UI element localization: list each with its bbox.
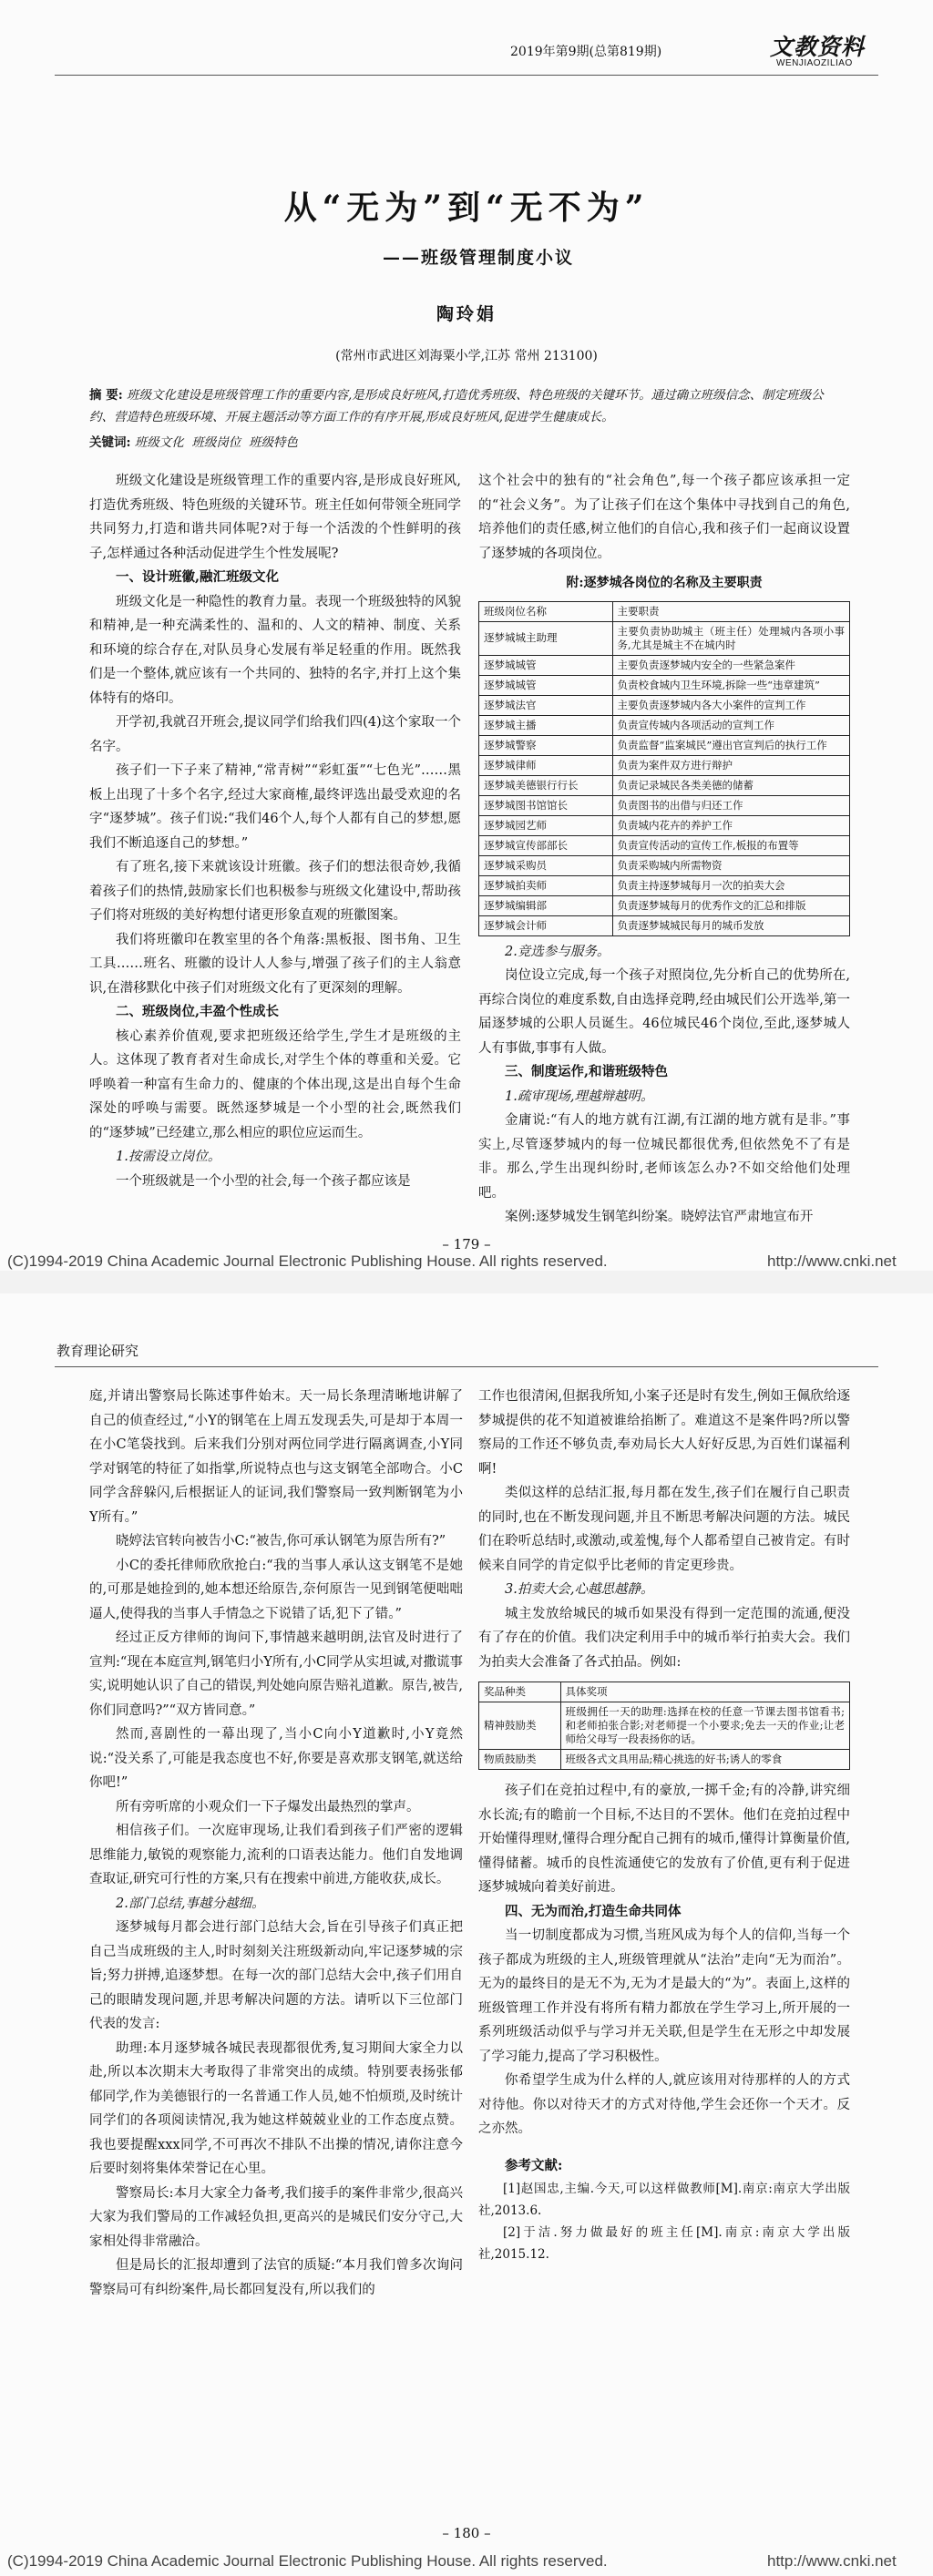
table-row [479,755,850,775]
table-row [479,835,850,855]
table-cell: 负责城内花卉的养护工作 [612,815,849,835]
copyright-notice: (C)1994-2019 China Academic Journal Electronic Publishing House. All rights reserved. [7,1252,608,1270]
table-row [479,795,850,815]
table-row [479,1750,850,1770]
table-cell: 负责记录城民各类美德的储蓄 [612,775,849,795]
table-cell: 负责为案件双方进行辩护 [612,755,849,775]
paragraph: 班级文化建设是班级管理工作的重要内容,是形成良好班风,打造优秀班级、特色班级的关键环节。班主任如何带领全班同学共同努力,打造和谐共同体呢?对于每一个活泼的个性鲜明的孩子,怎样通过各种活动促进学生个性发展呢? [89,474,461,561]
subsection-heading: 2.部门总结,事越分越细。 [116,1896,265,1911]
table-cell: 逐梦城警察 [479,735,613,755]
paragraph: 经过正反方律师的询问下,事情越来越明朗,法官及时进行了宣判:“现在本庭宣判,钢笔归小Y所有,小C同学从实坦诚,对撒谎事实,说明她认识了自己的错误,判处她向原告赔礼道歉。原告,被告,你们同意吗?”“双方皆同意。” [89,1630,463,1718]
table-cell: 负责采购城内所需物资 [612,855,849,875]
table-cell: 负责校食城内卫生环境,拆除一些“违章建筑” [612,675,849,695]
paragraph: 类似这样的总结汇报,每月都在发生,孩子们在履行自己职责的同时,也在不断发现问题,并且不断思考解决问题的方法。城民们在聆听总结时,或激动,或羞愧,每个人都希望自己被肯定。有时候来自同学的肯定似乎比老师的肯定更珍贵。 [478,1486,850,1573]
article-subtitle: ——班级管理制度小议 [383,248,575,268]
section-heading: 三、制度运作,和谐班级特色 [505,1064,669,1079]
page-number: – 180 – [442,2525,491,2541]
cnki-link[interactable]: http://www.cnki.net [767,1252,897,1270]
table-row [479,695,850,715]
paragraph: 小C的委托律师欣欣抢白:“我的当事人承认这支钢笔不是她的,可那是她捡到的,她本想还给原告,奈何原告一见到钢笔便咄咄逼人,使得我的当事人手情急之下说错了话,犯下了错。” [89,1558,463,1621]
table-cell: 逐梦城美德银行行长 [479,775,613,795]
table-cell: 逐梦城园艺师 [479,815,613,835]
positions-table [478,601,850,936]
affiliation: (常州市武进区刘海粟小学,江苏 常州 213100) [335,349,598,363]
section-heading: 一、设计班徽,融汇班级文化 [116,569,280,585]
paragraph: 核心素养价值观,要求把班级还给学生,学生才是班级的主人。这体现了教育者对生命成长,对学生个体的尊重和关爱。它呼唤着一种富有生命力的、健康的个体出现,这是出自每个生命深处的呼唤与需要。既然逐梦城是一个小型的社会,既然我们的“逐梦城”已经建立,那么相应的职位应运而生。 [89,1028,461,1140]
table-cell: 班级拥任一天的助理:选择在校的任意一节课去图书馆看书;和老师拍张合影;对老师提一个小要求;免去一天的作业;让老师给父母写一段表扬你的话。 [560,1702,849,1750]
abstract-label: 摘 要: [89,388,123,403]
table-cell: 物质鼓励类 [479,1750,561,1770]
page-180 [0,1293,933,2576]
paragraph: 你希望学生成为什么样的人,就应该用对待那样的人的方式对待他。你以对待天才的方式对待他,学生会还你一个天才。反之亦然。 [478,2073,850,2136]
abstract [89,384,846,428]
reference-item: [1]赵国忠,主编.今天,可以这样做教师[M].南京:南京大学出版社,2013.6. [478,2182,850,2218]
table2-header: 具体奖项 [560,1682,849,1702]
table1-header: 主要职责 [612,601,849,621]
section-heading: 二、班级岗位,丰盈个性成长 [116,1004,280,1019]
table-row [479,875,850,895]
paragraph: 晓婷法官转向被告小C:“被告,你可承认钢笔为原告所有?” [116,1534,446,1549]
section-header: 教育理论研究 [56,1343,139,1359]
prizes-table [478,1682,850,1770]
paragraph: 所有旁听席的小观众们一下子爆发出最热烈的掌声。 [116,1799,420,1814]
table-cell: 逐梦城主播 [479,715,613,735]
table-row [479,735,850,755]
paragraph: 我们将班徽印在教室里的各个角落:黑板报、图书角、卫生工具……班名、班徽的设计人人参与,增强了孩子们的主人翁意识,在潜移默化中孩子们对班级文化有了更深刻的理解。 [89,932,461,996]
table-cell: 逐梦城会计师 [479,915,613,935]
subsection-heading: 2.竞选参与服务。 [505,944,610,959]
paragraph: 班级文化是一种隐性的教育力量。表现一个班级独特的风貌和精神,是一种充满柔性的、温和的、人文的精神、制度、关系和环境的综合存在,对队员身心发展有举足轻重的作用。既然我们是一个整体,就应该有一个共同的、独特的名字,并打上这个集体特有的烙印。 [89,594,461,706]
paragraph: 相信孩子们。一次庭审现场,让我们看到孩子们严密的逻辑思维能力,敏锐的观察能力,流利的口语表达能力。他们自发地调查取证,研究可行性的方案,只有在搜索中前进,方能收获,成长。 [89,1824,463,1886]
table-cell: 主要负责协助城主（班主任）处理城内各项小事务,尤其是城主不在城内时 [612,621,849,655]
left-column [89,1385,463,2514]
cnki-link[interactable]: http://www.cnki.net [767,2552,897,2570]
table-row [479,715,850,735]
paragraph: 开学初,我就召开班会,提议同学们给我们四(4)这个家取一个名字。 [89,715,461,754]
table-row [479,915,850,935]
table-cell: 负责逐梦城城民每月的城币发放 [612,915,849,935]
table-cell: 逐梦城律师 [479,755,613,775]
table-row [479,655,850,675]
paragraph: 城主发放给城民的城币如果没有得到一定范围的流通,便没有了存在的价值。我们决定利用手中的城币举行拍卖大会。我们为拍卖大会准备了各式拍品。例如: [478,1606,850,1670]
table-row [479,675,850,695]
table1-header: 班级岗位名称 [479,601,613,621]
paragraph: 逐梦城每月都会进行部门总结大会,旨在引导孩子们真正把自己当成班级的主人,时时刻刻关注班级新动向,牢记逐梦城的宗旨;努力拼搏,追逐梦想。在每一次的部门总结大会中,孩子们用自己的眼睛发现问题,并思考解决问题的方法。请听以下三位部门代表的发言: [89,1920,463,2031]
right-column [478,469,850,1234]
table2-header: 奖品种类 [479,1682,561,1702]
table-cell: 逐梦城拍卖师 [479,875,613,895]
references-title: 参考文献: [505,2157,563,2173]
table-row [479,775,850,795]
paragraph: 孩子们一下子来了精神,“常青树”“彩虹蛋”“七色光”……黑板上出现了十多个名字,经过大家商榷,最终评选出最受欢迎的名字“逐梦城”。孩子们说:“我们46个人,每个人都有自己的梦想,愿我们不断追逐自己的梦想。” [89,763,461,851]
table-cell: 逐梦城城管 [479,675,613,695]
table-cell: 主要负责逐梦城内各大小案件的宣判工作 [612,695,849,715]
table-row [479,1702,850,1750]
table-cell: 负责宣传活动的宣传工作,板报的布置等 [612,835,849,855]
paragraph: 一个班级就是一个小型的社会,每一个孩子都应该是 [116,1173,411,1189]
table-cell: 负责监督“监案城民”遵出官宣判后的执行工作 [612,735,849,755]
journal-logo-pinyin: WENJIAOZILIAO [776,58,853,68]
keywords-label: 关键词: [89,435,131,450]
article-title: 从“无为”到“无不为” [283,189,650,227]
references [478,2178,850,2265]
paragraph: 孩子们在竞拍过程中,有的豪放,一掷千金;有的冷静,讲究细水长流;有的瞻前一个目标,不达目的不罢休。他们在竞拍过程中开始懂得理财,懂得合理分配自己拥有的城币,懂得计算衡量价值,懂得储蓄。城币的良性流通使它的发放有了价值,更有利于促进逐梦城城向着美好前进。 [478,1784,850,1895]
paragraph: 案例:逐梦城发生钢笔纠纷案。晓婷法官严肃地宣布开 [505,1210,814,1224]
reference-item: [2]于洁.努力做最好的班主任[M].南京:南京大学出版社,2015.12. [478,2225,850,2262]
table-row [479,815,850,835]
table-cell: 主要负责逐梦城内安全的一些紧急案件 [612,655,849,675]
table-cell: 负责宣传城内各项活动的宣判工作 [612,715,849,735]
paragraph: 岗位设立完成,每一个孩子对照岗位,先分析自己的优势所在,再综合岗位的难度系数,自由选择竞聘,经由城民们公开选举,第一届逐梦城的公职人员诞生。46位城民46个岗位,至此,逐梦城人人有事做,事事有人做。 [478,968,850,1056]
paragraph: 工作也很清闲,但据我所知,小案子还是时有发生,例如王佩欣给逐梦城提供的花不知道被谁给掐断了。难道这不是案件吗?所以警察局的工作还不够负责,奉劝局长大人好好反思,为百姓们谋福利啊! [478,1389,850,1477]
table-cell: 班级各式文具用品;精心挑选的好书;诱人的零食 [560,1750,849,1770]
table-row [479,621,850,655]
page-179 [0,0,933,1271]
paragraph: 但是局长的汇报却遭到了法官的质疑:“本月我们曾多次询问警察局可有纠纷案件,局长都回复没有,所以我们的 [89,2258,463,2297]
author: 陶玲娟 [436,304,497,324]
issue-info: 2019年第9期(总第819期) [510,45,662,59]
table-cell: 逐梦城编辑部 [479,895,613,915]
table-row [479,895,850,915]
page-number: – 179 – [442,1236,491,1252]
journal-logo: 文教资料 [770,34,866,60]
table-cell: 负责逐梦城每月的优秀作文的汇总和排版 [612,895,849,915]
table-cell: 逐梦城城管 [479,655,613,675]
keywords [89,432,846,454]
table-cell: 逐梦城城主助理 [479,621,613,655]
table-row [479,855,850,875]
table-cell: 精神鼓励类 [479,1702,561,1750]
paragraph: 金庸说:“有人的地方就有江湖,有江湖的地方就有是非。”事实上,尽管逐梦城内的每一位城民都很优秀,但依然免不了有是非。那么,学生出现纠纷时,老师该怎么办?不如交给他们处理吧。 [478,1113,850,1201]
paragraph: 当一切制度都成为习惯,当班风成为每个人的信仰,当每一个孩子都成为班级的主人,班级管理就从“法治”走向“无为而治”。无为的最终目的是无不为,无为才是最大的“为”。表面上,这样的班级管理工作并没有将所有精力都放在学生学习上,所开展的一系列班级活动似乎与学习并无关联,但是学生在无形之中却发展了学习能力,提高了学习积极性。 [478,1928,850,2064]
subsection-heading: 3.拍卖大会,心越思越静。 [505,1582,654,1597]
table-cell: 逐梦城法官 [479,695,613,715]
table1-title: 附:逐梦城各岗位的名称及主要职责 [566,576,763,590]
table-cell: 逐梦城图书馆馆长 [479,795,613,815]
table-cell: 负责主持逐梦城每月一次的拍卖大会 [612,875,849,895]
table-cell: 负责图书的出借与归还工作 [612,795,849,815]
paragraph: 这个社会中的独有的“社会角色”,每一个孩子都应该承担一定的“社会义务”。为了让孩子们在这个集体中寻找到自己的角色,培养他们的责任感,树立他们的自信心,我和孩子们一起商议设置了逐梦城的各项岗位。 [478,474,850,561]
left-column [89,469,461,1234]
copyright-notice: (C)1994-2019 China Academic Journal Electronic Publishing House. All rights reserved. [7,2552,608,2570]
paragraph: 助理:本月逐梦城各城民表现都很优秀,复习期间大家全力以赴,所以本次期末大考取得了非常突出的成绩。特别要表扬张郁郁同学,作为美德银行的一名普通工作人员,她不怕烦琐,及时统计同学们的各项阅读情况,我为她这样兢兢业业的工作态度点赞。我也要提醒xxx同学,不可再次不排队不出操的情况,请你注意今后要时刻将集体荣誉记在心里。 [89,2040,463,2176]
subsection-heading: 1.按需设立岗位。 [116,1150,221,1164]
paragraph: 庭,并请出警察局长陈述事件始末。天一局长条理清晰地讲解了自己的侦查经过,“小Y的钢笔在上周五发现丢失,可是却于本周一在小C笔袋找到。后来我们分别对两位同学进行隔离调查,小Y同学对钢笔的特征了如指掌,所说特点也与这支钢笔全部吻合。小C同学含辞躲闪,后根据证人的证词,我们警察局一致判断钢笔为小Y所有。” [89,1389,463,1525]
table-cell: 逐梦城采购员 [479,855,613,875]
section-heading: 四、无为而治,打造生命共同体 [505,1903,682,1919]
subsection-heading: 1.疏审现场,理越辩越明。 [505,1089,654,1104]
header-rule [55,75,878,76]
right-column [478,1385,850,2514]
keywords-text: 班级文化 班级岗位 班级特色 [134,435,298,450]
abstract-text: 班级文化建设是班级管理工作的重要内容,是形成良好班风,打造优秀班级、特色班级的关键环节。通过确立班级信念、制定班级公约、营造特色班级环境、开展主题活动等方面工作的有序开展,形成良好班风,促进学生健康成长。 [89,388,824,424]
paragraph: 有了班名,接下来就该设计班徽。孩子们的想法很奇妙,我循着孩子们的热情,鼓励家长们也积极参与班级文化建设中,帮助孩子们将对班级的美好构想付诸更形象直观的班徽图案。 [89,860,461,923]
paragraph: 警察局长:本月大家全力备考,我们接手的案件非常少,很高兴大家为我们警局的工作减轻负担,更高兴的是城民们安分守己,大家相处得非常融洽。 [89,2185,463,2249]
paragraph: 然而,喜剧性的一幕出现了,当小C向小Y道歉时,小Y竟然说:“没关系了,可能是我态度也不好,你要是喜欢那支钢笔,就送给你吧!” [89,1727,463,1790]
header-rule [55,1366,878,1367]
table-cell: 逐梦城宣传部部长 [479,835,613,855]
